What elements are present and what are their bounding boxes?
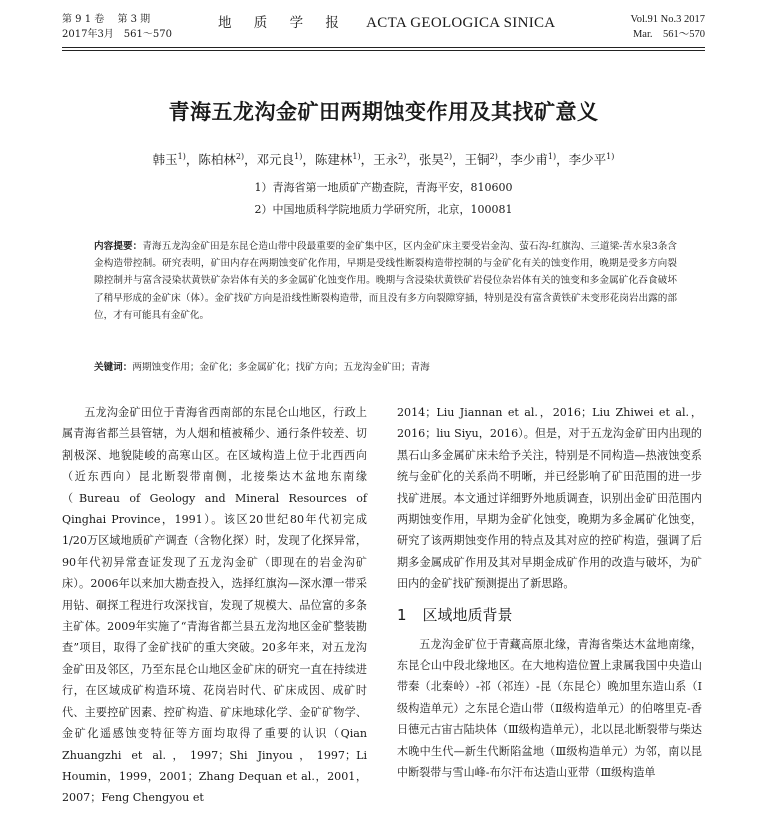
section-number: 1	[397, 605, 407, 624]
section-title: 区域地质背景	[422, 605, 513, 624]
keywords-text: 两期蚀变作用；金矿化；多金属矿化；找矿方向；五龙沟金矿田；青海	[132, 362, 430, 373]
author-name: 陈建林	[314, 152, 353, 167]
author-affiliation-mark: 1)	[606, 151, 615, 161]
journal-volume-info	[62, 12, 212, 42]
body-column-right	[397, 402, 702, 784]
author-affiliation-mark: 1)	[547, 151, 557, 161]
keywords-label: 关键词：	[94, 362, 133, 373]
author-affiliation-mark: 1)	[294, 151, 303, 161]
author-separator: ，	[302, 152, 315, 167]
volume-issue: 第 9 1 卷 第 3 期	[62, 14, 151, 25]
intro-paragraph-continued: 2014；Liu Jiannan et al.，2016；Liu Zhiwei et al.，2016；liu Siyu，2016）。但是，对于五龙沟金矿田内出现的黑石山多金属矿床未给予关注，特别是不同构造—热液蚀变系统与金矿化的关系尚不明晰，并已经影响了矿田范围的进一步找矿进展。本文通过详细野外地质调查，识别出金矿田范围内两期蚀变作用，早期为金矿化蚀变，晚期为多金属矿化蚀变，研究了该两期蚀变作用的特点及其对应的控矿构造，强调了后期多金属成矿作用及其对早期金成矿作用的改造与破坏，为矿田内的金矿找矿预测提出了新思路。	[397, 406, 702, 591]
author-name: 王永	[373, 152, 399, 167]
paper-title: 青海五龙沟金矿田两期蚀变作用及其找矿意义	[168, 100, 599, 124]
abstract-text: 青海五龙沟金矿田是东昆仑造山带中段最重要的金矿集中区，区内金矿床主要受岩金沟、萤石沟-红旗沟、三道梁-苦水泉3条含金构造带控制。研究表明，矿田内存在两期蚀变矿化作用，早期是受线性断裂构造带控制的与金矿化有关的蚀变作用，晚期是受多方向裂隙控制并与富含浸染状黄铁矿杂岩体有关的多金属矿化蚀变作用。晚期与含浸染状黄铁矿岩侵位杂岩体有关的蚀变和多金属矿化吞食破坏了稍早形成的金矿床（体）。金矿找矿方向是沿线性断裂构造带，而且没有多方向裂隙穿插，特别是没有富含黄铁矿未变形花岗岩出露的部位，才有可能具有金矿化。	[94, 241, 677, 321]
abstract	[94, 238, 677, 324]
author-name: 邓元良	[256, 152, 295, 167]
author-separator: ，	[185, 152, 199, 167]
author-list	[62, 150, 705, 168]
header-rule-thin	[62, 50, 705, 51]
intro-paragraph: 五龙沟金矿田位于青海省西南部的东昆仑山地区，行政上属青海省都兰县管辖，为人烟和植被稀少、通行条件较差、切割极深、地貌陡峻的高寒山区。在区域构造上位于北西西向（近东西向）昆北断裂带南侧，北接柴达木盆地东南缘（Bureau of Geology and Mineral Resources of Qinghai Province，1991）。该区20世纪80年代初完成1/20万区域地质矿产调查（含物化探）时，发现了化探异常，90年代初异常查证发现了五龙沟金矿（即现在的岩金沟矿床）。2006年以来加大勘查投入，选择红旗沟—深水潭一带采用钻、硐探工程进行攻深找盲，发现了规模大、品位富的多条主矿体。2009年实施了“青海省都兰县五龙沟地区金矿整装勘查”项目，取得了金矿找矿的重大突破。20多年来，对五龙沟金矿田及邻区，乃至东昆仑山地区金矿床的研究一直在持续进行，在区域成矿构造环境、花岗岩时代、矿床成因、成矿时代、主要控矿因素、控矿构造、矿床地球化学、金矿矿物学、金矿化遥感蚀变特征等方面均取得了重要的认识（Qian Zhuangzhi et al.，1997；Shi Jinyou，1997；Li Houmin，1999，2001；Zhang Dequan et al.，2001，2007；Feng Chengyou et	[62, 406, 367, 805]
affiliation-1: 1）青海省第一地质矿产勘查院，青海平安，810600	[254, 181, 513, 194]
journal-name-en: ACTA GEOLOGICA SINICA	[366, 15, 556, 31]
author-name: 李少甫	[510, 152, 548, 167]
author-name: 张昊	[418, 152, 444, 167]
author-affiliation-mark: 1)	[352, 151, 361, 161]
header-rule-thick	[62, 47, 705, 48]
journal-name	[218, 16, 555, 31]
author-separator: ，	[406, 152, 419, 167]
keywords	[94, 359, 677, 376]
date-pages-en: Mar. 561～570	[632, 29, 705, 40]
author-separator: ，	[360, 152, 374, 167]
section-paragraph: 五龙沟金矿位于青藏高原北缘，青海省柴达木盆地南缘，东昆仑山中段北缘地区。在大地构造位置上隶属我国中央造山带秦（北秦岭）-祁（祁连）-昆（东昆仑）晚加里东造山系（Ⅰ级构造单元）之东昆仑造山带（Ⅱ级构造单元）的伯喀里克-香日德元古宙古陆块体（Ⅲ级构造单元），北以昆北断裂带与柴达木晚中生代—新生代断陷盆地（Ⅲ级构造单元）为邻，南以昆中断裂带与雪山峰-布尔汗布达造山亚带（Ⅲ级构造单	[397, 637, 702, 780]
affiliation-2: 2）中国地质科学院地质力学研究所，北京，100081	[254, 203, 513, 216]
journal-volume-info-en	[555, 12, 705, 42]
date-pages: 2017年3月 561～570	[62, 29, 172, 40]
author-affiliation-mark: 1)	[177, 151, 186, 161]
body-column-left	[62, 402, 367, 809]
author-name: 王铜	[464, 152, 490, 167]
abstract-label: 内容提要：	[94, 241, 143, 252]
author-affiliation-mark: 2)	[398, 151, 407, 161]
author-separator: ，	[452, 152, 465, 167]
journal-name-cn: 地 质 学 报	[218, 15, 348, 31]
author-name: 李少平	[568, 152, 607, 167]
volume-issue-en: Vol.91 No.3 2017	[630, 14, 705, 25]
author-separator: ，	[497, 152, 511, 167]
author-affiliation-mark: 2)	[489, 151, 498, 161]
author-separator: ，	[556, 152, 569, 167]
author-affiliation-mark: 2)	[235, 151, 245, 161]
author-affiliation-mark: 2)	[443, 151, 453, 161]
author-separator: ，	[244, 152, 257, 167]
section-heading	[397, 601, 702, 629]
author-name: 陈柏林	[198, 152, 236, 167]
author-name: 韩玉	[152, 152, 178, 167]
